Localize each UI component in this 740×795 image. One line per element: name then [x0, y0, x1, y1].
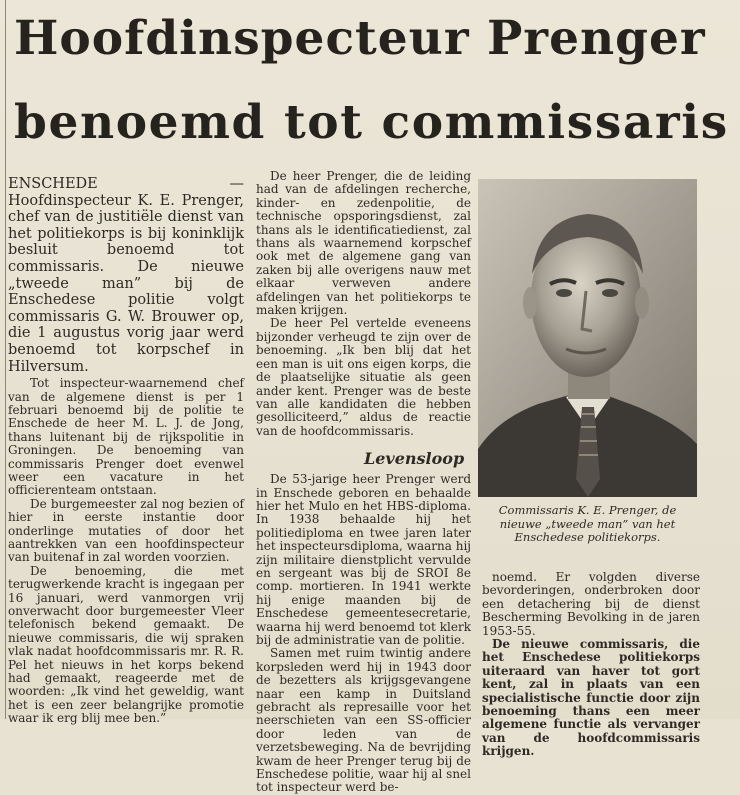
- portrait-image: [478, 179, 697, 497]
- headline-line-2: benoemd tot commissaris: [14, 95, 729, 150]
- photo-caption: Commissaris K. E. Prenger, de nieuwe „tweede man” van het Enschedese politiekorps.: [498, 503, 677, 544]
- body-paragraph: De burgemeester zal nog bezien of hier in eerste instantie door onderlinge mutaties of door het aantrekken van een hoofdinspecteur van buitenaf in zal worden voorzien.: [8, 496, 244, 565]
- article-column-3: [482, 571, 700, 759]
- body-paragraph: De benoeming, die met terugwerkende kracht is ingegaan per 16 januari, werd vanmorgen vrij onverwacht door burgemeester Vleer telefonisch bekend gemaakt. De nieuwe commissaris, die wij spraken vlak nadat hoofdcommissaris mr. R. R. Pel het nieuws in het korps bekend had gemaakt, reageerde met de woorden: „Ik vind het geweldig, want het is een zeer belangrijke promotie waar ik erg blij mee ben.”: [8, 563, 244, 726]
- section-subheading: Levensloop: [364, 449, 465, 469]
- article-column-2: [256, 170, 471, 795]
- body-paragraph: De 53-jarige heer Prenger werd in Enschede geboren en behaalde hier het Mulo en het HBS-diploma. In 1938 behaalde hij het politiediploma en twee jaren later het inspecteursdiploma, waarna hij zijn militaire dienstplicht vervulde en sergeant was bij de SROI 8e comp. mortieren. In 1941 werkte hij enige maanden bij de Enschedese gemeentesecretarie, waarna hij werd benoemd tot klerk bij de administratie van de politie.: [256, 472, 471, 647]
- body-paragraph: noemd. Er volgden diverse bevorderingen, onderbroken door een detachering bij de dienst Bescherming Bevolking in de jaren 1953-55.: [482, 570, 700, 638]
- headline-line-1: Hoofdinspecteur Prenger: [14, 11, 706, 66]
- portrait-photo: [478, 179, 697, 497]
- body-paragraph: Samen met ruim twintig andere korpsleden werd hij in 1943 door de bezetters als krijgsgevangene naar een kamp in Duitsland gebracht als represaille voor het neerschieten van een SS-officier door leden van de verzetsbeweging. Na de bevrijding kwam de heer Prenger terug bij de Enschedese politie, waar hij al snel tot inspecteur werd be-: [256, 646, 471, 795]
- article-column-1: [8, 176, 244, 726]
- body-paragraph: De heer Pel vertelde eveneens bijzonder verheugd te zijn over de benoeming. „Ik ben blij dat het een man is uit ons eigen korps, die de plaatselijke situatie als geen ander kent. Prenger was de beste van alle kandidaten die hebben gesolliciteerd,” aldus de reactie van de hoofdcommissaris.: [256, 316, 471, 438]
- column-rule: [5, 0, 6, 719]
- body-paragraph: De heer Prenger, die de leiding had van de afdelingen recherche, kinder- en zedenpolitie, de technische opsporingsdienst, zal thans als le identificatiedienst, zal thans als waarnemend korpschef ook met de algemene gang van zaken bij alle overigens nauw met elkaar verweven andere afdelingen van het politiekorps te maken krijgen.: [256, 169, 471, 318]
- body-paragraph: De nieuwe commissaris, die het Enschedese politiekorps uiteraard van haver tot gort kent, zal in plaats van een specialistische functie door zijn benoeming thans een meer algemene functie als vervanger van de hoofdcommissaris krijgen.: [482, 637, 700, 759]
- lead-paragraph: ENSCHEDE — Hoofdinspecteur K. E. Prenger, chef van de justitiële dienst van het politiekorps is bij koninklijk besluit benoemd tot commissaris. De nieuwe „tweede man” bij de Enschedese politie volgt commissaris G. W. Brouwer op, die 1 augustus vorig jaar werd benoemd tot korpschef in Hilversum.: [8, 176, 244, 375]
- body-paragraph: Tot inspecteur-waarnemend chef van de algemene dienst is per 1 februari benoemd bij de politie te Enschede de heer M. L. J. de Jong, thans luitenant bij de rijkspolitie in Groningen. De benoeming van commissaris Prenger doet evenwel weer een vacature in het officierenteam ontstaan.: [8, 376, 244, 498]
